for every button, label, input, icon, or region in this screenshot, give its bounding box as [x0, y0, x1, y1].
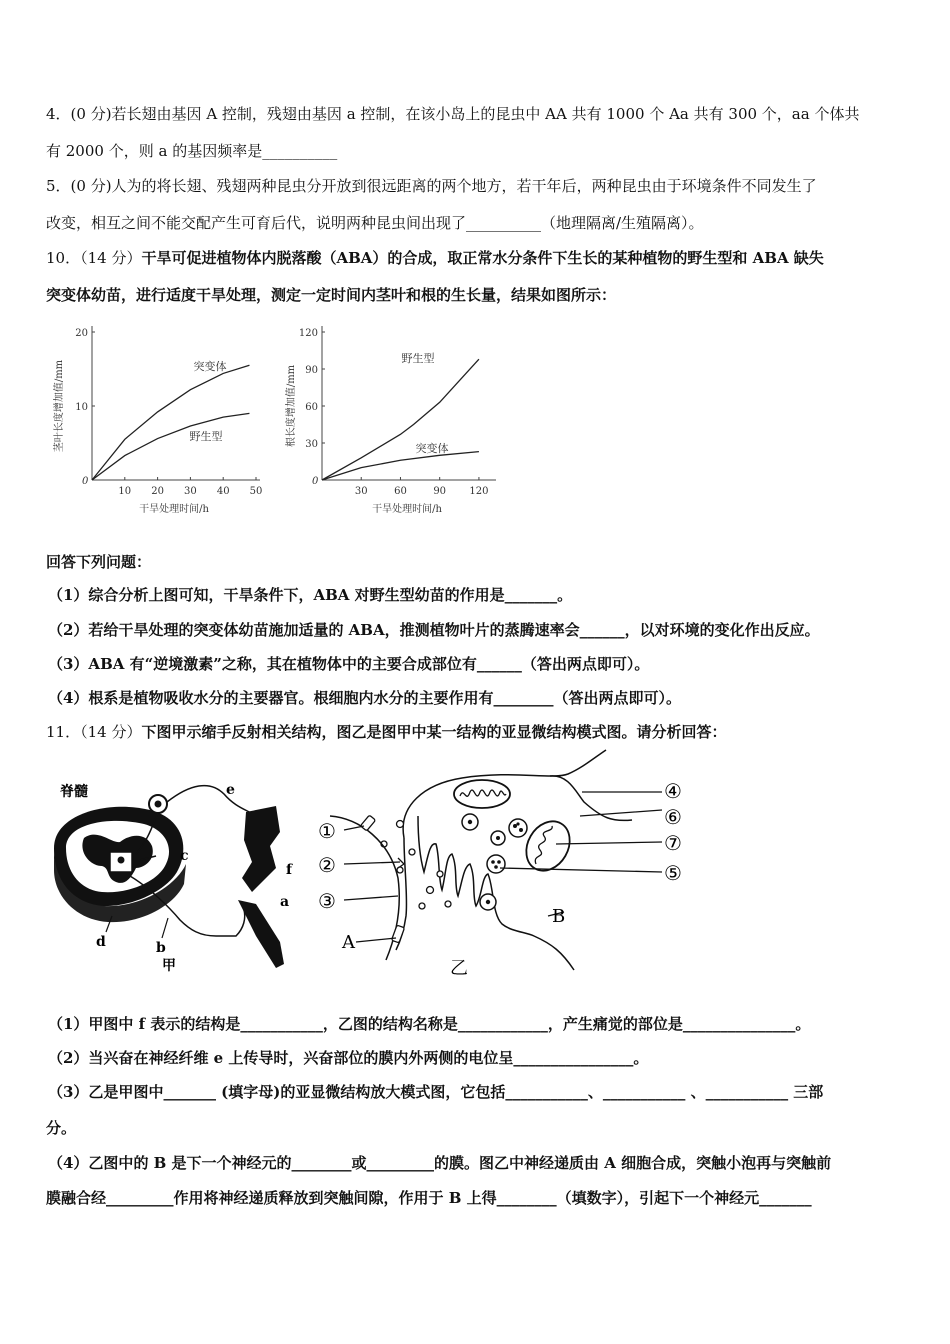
x-tick-label: 10	[118, 486, 132, 497]
y-axis-label: 茎叶长度增加值/mm	[54, 359, 65, 453]
q10-sub3: （3）ABA 有“逆境激素”之称，其在植物体中的主要合成部位有______（答出两点即可）。	[48, 655, 650, 673]
synapse-figure	[312, 746, 712, 978]
series-label-0: 突变体	[193, 360, 227, 373]
series-line-1	[322, 452, 479, 480]
q10-line2: 突变体幼苗，进行适度干旱处理，测定一定时间内茎叶和根的生长量，结果如图所示：	[46, 286, 617, 304]
label-b: b	[156, 940, 166, 956]
caption-jia: 甲	[162, 958, 176, 974]
origin-label: 0	[82, 476, 89, 487]
label-3: ③	[318, 889, 336, 913]
q5-line1: 5．(0 分)人为的将长翅、残翅两种昆虫分开放到很远距离的两个地方，若干年后，两种昆虫由于环境条件不同发生了	[46, 177, 817, 195]
q11-sub4a: （4）乙图中的 B 是下一个神经元的________或_________的膜。图乙中神经递质由 A 细胞合成，突触小泡再与突触前	[48, 1154, 832, 1172]
label-B: B	[552, 906, 566, 927]
x-tick-label: 60	[394, 486, 407, 497]
q10-stem: 干旱可促进植物体内脱落酸（ABA）的合成，取正常水分条件下生长的某种植物的野生型和 ABA 缺失	[141, 249, 824, 267]
label-A: A	[342, 932, 355, 953]
y-tick-label: 20	[75, 328, 88, 339]
q10-sub4: （4）根系是植物吸收水分的主要器官。根细胞内水分的主要作用有________（答出两点即可）。	[48, 689, 681, 707]
q11-line1	[46, 721, 726, 742]
q5-line2: 改变，相互之间不能交配产生可育后代，说明两种昆虫间出现了__________（地理隔离/生殖隔离）。	[46, 214, 704, 232]
x-tick-label: 90	[433, 486, 447, 497]
q11-sub3a: （3）乙是甲图中_______ (填字母)的亚显微结构放大模式图，它包括___________、___________ 、___________ 三部	[48, 1083, 824, 1101]
root-growth-chart	[278, 318, 508, 523]
label-c: c	[180, 848, 189, 864]
series-label-1: 野生型	[189, 430, 223, 443]
y-tick-label: 10	[75, 402, 88, 413]
q11-number: 11．（14 分）	[46, 723, 142, 741]
q11-sub4b: 膜融合经_________作用将神经递质释放到突触间隙，作用于 B 上得________（填数字），引起下一个神经元_______	[46, 1189, 812, 1207]
y-axis-label: 根长度增加值/mm	[286, 364, 297, 448]
caption-yi: 乙	[450, 958, 468, 978]
x-tick-label: 40	[216, 486, 230, 497]
y-tick-label: 30	[305, 439, 318, 450]
x-tick-label: 30	[354, 486, 368, 497]
q10-answer-intro: 回答下列问题：	[46, 553, 152, 571]
y-tick-label: 120	[298, 328, 318, 339]
q10-sub1: （1）综合分析上图可知，干旱条件下，ABA 对野生型幼苗的作用是_______。	[48, 586, 573, 604]
x-tick-label: 120	[469, 486, 489, 497]
q4-line2: 有 2000 个，则 a 的基因频率是__________	[46, 142, 338, 160]
y-tick-label: 90	[305, 365, 318, 376]
x-axis-label: 干旱处理时间/h	[372, 504, 442, 515]
series-label-1: 突变体	[415, 442, 449, 455]
q10-sub2: （2）若给干旱处理的突变体幼苗施加适量的 ABA，推测植物叶片的蒸腾速率会______，以对环境的变化作出反应。	[48, 621, 820, 639]
label-4: ④	[664, 779, 682, 803]
x-tick-label: 20	[151, 486, 164, 497]
y-tick-label: 60	[305, 402, 318, 413]
receptor-f	[242, 806, 280, 892]
q11-stem: 下图甲示缩手反射相关结构，图乙是图甲中某一结构的亚显微结构模式图。请分析回答：	[141, 723, 727, 741]
q4-line1: 4．(0 分)若长翅由基因 A 控制，残翅由基因 a 控制，在该小岛上的昆虫中 AA 共有 1000 个 Aa 共有 300 个，aa 个体共	[46, 105, 860, 123]
label-spinal-cord: 脊髓	[60, 784, 88, 800]
q11-sub2: （2）当兴奋在神经纤维 e 上传导时，兴奋部位的膜内外两侧的电位呈________________。	[48, 1049, 649, 1067]
x-tick-label: 50	[249, 486, 263, 497]
effector-a	[238, 900, 284, 968]
label-2: ②	[318, 853, 336, 877]
label-e: e	[226, 782, 235, 798]
series-label-0: 野生型	[401, 352, 435, 365]
label-f: f	[286, 862, 293, 878]
label-d: d	[96, 934, 106, 950]
label-1: ①	[318, 819, 336, 843]
label-5: ⑤	[664, 861, 682, 885]
x-tick-label: 30	[184, 486, 197, 497]
origin-label: 0	[312, 476, 319, 487]
x-axis-label: 干旱处理时间/h	[139, 504, 209, 515]
label-6: ⑥	[664, 805, 682, 829]
q10-number: 10．（14 分）	[46, 249, 142, 267]
label-7: ⑦	[664, 831, 682, 855]
q11-sub3b: 分。	[46, 1119, 77, 1137]
label-a: a	[280, 894, 290, 910]
series-line-0	[322, 359, 479, 480]
q11-sub1: （1）甲图中 f 表示的结构是___________，乙图的结构名称是____________，产生痛觉的部位是_______________。	[48, 1015, 811, 1033]
mitochondrion	[454, 780, 510, 808]
series-line-1	[92, 413, 249, 480]
stem-leaf-growth-chart	[40, 318, 270, 523]
reflex-arc-figure	[40, 768, 310, 980]
q10-line1	[46, 247, 824, 268]
